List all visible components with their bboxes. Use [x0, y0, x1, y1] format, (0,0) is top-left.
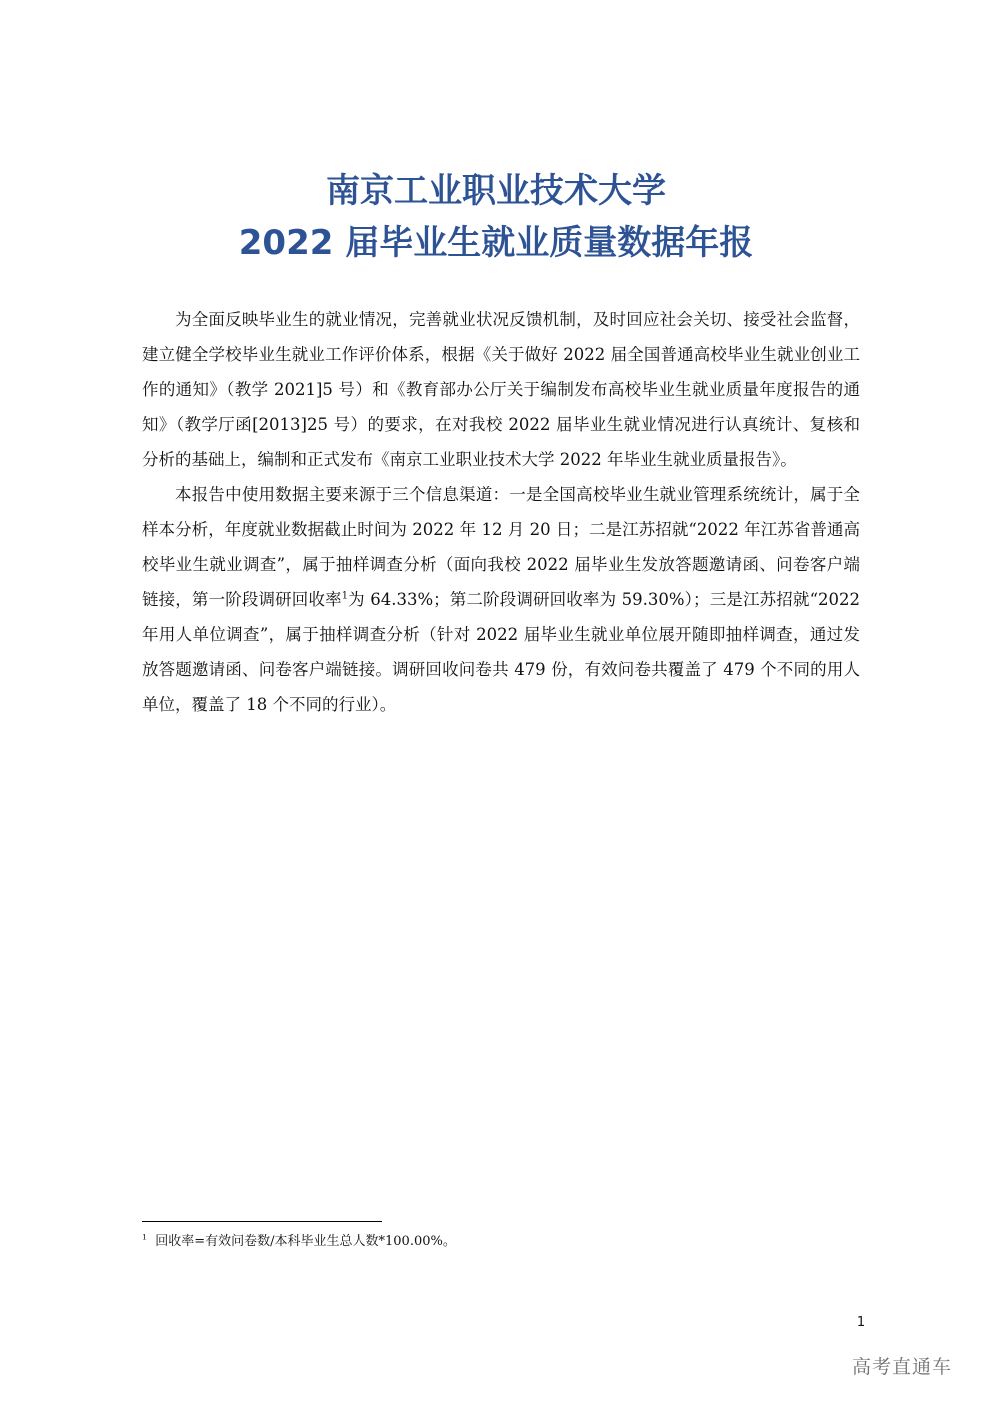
footnote-marker: 1	[142, 1232, 147, 1242]
page-number: 1	[856, 1315, 866, 1330]
body-text	[142, 302, 860, 722]
paragraph-data-sources	[142, 477, 860, 722]
title-line-report: 2022 届毕业生就业质量数据年报	[238, 223, 754, 263]
paragraph-data-sources-text-a: 本报告中使用数据主要来源于三个信息渠道：一是全国高校毕业生就业管理系统统计，属于全样本分析，年度就业数据截止时间为 2022 年 12 月 20 日；二是江苏招就“2022 年江苏省普通高校毕业生就业调查”，属于抽样调查分析（面向我校 2022 届毕业生发放答题邀请函、问卷客户端链接，第一阶段调研回收率	[142, 485, 860, 609]
footnote	[142, 1232, 860, 1252]
document-title	[0, 165, 992, 269]
paragraph-purpose	[142, 302, 860, 477]
footnote-reference: 1	[341, 590, 349, 602]
footnote-divider	[142, 1221, 382, 1222]
watermark: 高考直通车	[852, 1356, 953, 1378]
paragraph-purpose-text: 为全面反映毕业生的就业情况，完善就业状况反馈机制，及时回应社会关切、接受社会监督，建立健全学校毕业生就业工作评价体系，根据《关于做好 2022 届全国普通高校毕业生就业创业工作的通知》（教学 2021]5 号）和《教育部办公厅关于编制发布高校毕业生就业质量年度报告的通知》（教学厅函[2013]25 号）的要求，在对我校 2022 届毕业生就业情况进行认真统计、复核和分析的基础上，编制和正式发布《南京工业职业技术大学 2022 年毕业生就业质量报告》。	[142, 310, 860, 469]
paragraph-data-sources-text-b: 为 64.33%；第二阶段调研回收率为 59.30%）；三是江苏招就“2022 年用人单位调查”，属于抽样调查分析（针对 2022 届毕业生就业单位展开随即抽样调查，通过发放答题邀请函、问卷客户端链接。调研回收问卷共 479 份，有效问卷共覆盖了 479 个不同的用人单位，覆盖了 18 个不同的行业）。	[142, 590, 860, 714]
footnote-text: 回收率=有效问卷数/本科毕业生总人数*100.00%。	[155, 1234, 456, 1249]
title-line-university: 南京工业职业技术大学	[326, 171, 666, 211]
